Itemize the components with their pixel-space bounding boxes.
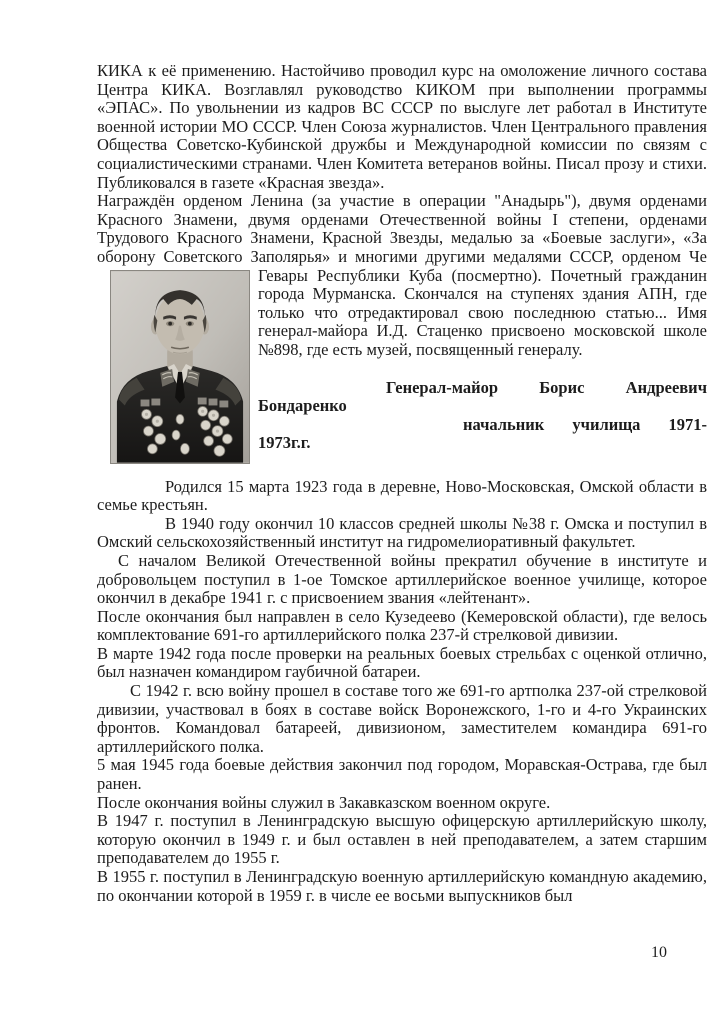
portrait-photo bbox=[110, 270, 250, 464]
paragraph-artpolk: С 1942 г. всю войну прошел в составе того же 691-го артполка 237-ой стрелковой дивизии, участвовал в боях в составе войск Воронежского, 1-го и 4-го Украинских фронтов. Командовал батареей, дивизионом, заместителем командира 691-го артиллерийского полка. bbox=[97, 681, 707, 756]
heading-general-name: Генерал-майор Борис Андреевич Бондаренко bbox=[258, 377, 707, 416]
paragraph-school: В 1940 году окончил 10 классов средней школы №38 г. Омска и поступил в Омский сельскохозяйственный институт на гидромелиоративный факультет. bbox=[97, 513, 707, 552]
paragraph-year-1955: В 1955 г. поступил в Ленинградскую военную артиллерийскую командную академию, по окончании которой в 1959 г. в числе ее восьми выпускников был bbox=[97, 867, 707, 905]
paragraph-born: Родился 15 марта 1923 года в деревне, Ново-Московская, Омской области в семье крестьян. bbox=[97, 476, 707, 515]
paragraph-kuzedeevo: После окончания был направлен в село Кузедеево (Кемеровской области), где велось комплектование 691-го артиллерийского полка 237-й стрелковой дивизии. bbox=[97, 606, 707, 645]
paragraph-march-1942: В марте 1942 года после проверки на реальных боевых стрельбах с оценкой отлично, был назначен командиром гаубичной батареи. bbox=[97, 643, 707, 682]
paragraph-year-1947: В 1947 г. поступил в Ленинградскую высшую офицерскую артиллерийскую школу, которую окончил в 1949 г. и был оставлен в ней преподавателем, а затем старшим преподавателем до 1955 г. bbox=[97, 811, 707, 868]
paragraph-intro: КИКА к её применению. Настойчиво проводил курс на омоложение личного состава Центра КИКА. Возглавлял руководство КИКОМ при выполнении программы «ЭПАС». По увольнении из кадров ВС СССР по выслуге лет работал в Институте военной истории МО СССР. Член Союза журналистов. Член Центрального правления Общества Советско-Кубинской дружбы и Международной комиссии по связям с социалистическими странами. Член Комитета ветеранов войны. Писал прозу и стихи. Публиковался в газете «Красная звезда». bbox=[97, 61, 707, 192]
heading-general-title: начальник училища 1971-1973г.г. bbox=[258, 414, 707, 453]
paragraph-may-1945: 5 мая 1945 года боевые действия закончил под городом, Моравская-Острава, где был ранен. bbox=[97, 755, 707, 794]
paragraph-awards: Награждён орденом Ленина (за участие в операции "Анадырь"), двумя орденами Красного Знамени, двумя орденами Отечественной войны I степени, орденами Трудового Красного Знамени, Красной Звезды, медалью за «Боевые заслуги», «За оборону Советского Заполярья» и многими другими медалями СССР, орденом Че bbox=[97, 191, 707, 266]
page-number: 10 bbox=[651, 944, 667, 961]
paragraph-after-war: После окончания войны служил в Закавказском военном округе. bbox=[97, 792, 551, 812]
paragraph-awards-continued: Гевары Республики Куба (посмертно). Почетный гражданин города Мурманска. Скончался на ступенях здания АПН, где только что отредактировал свою последнюю статью... Имя генерал-майора И.Д. Стаценко присвоено московской школе №898, где есть музей, посвященный генералу. bbox=[258, 265, 707, 359]
paragraph-war-start: С началом Великой Отечественной войны прекратил обучение в институте и добровольцем поступил в 1-ое Томское артиллерийское военное училище, которое окончил в декабре 1941 г. с присвоением звания «лейтенант». bbox=[97, 550, 707, 608]
portrait-photo-graphic bbox=[111, 271, 249, 463]
